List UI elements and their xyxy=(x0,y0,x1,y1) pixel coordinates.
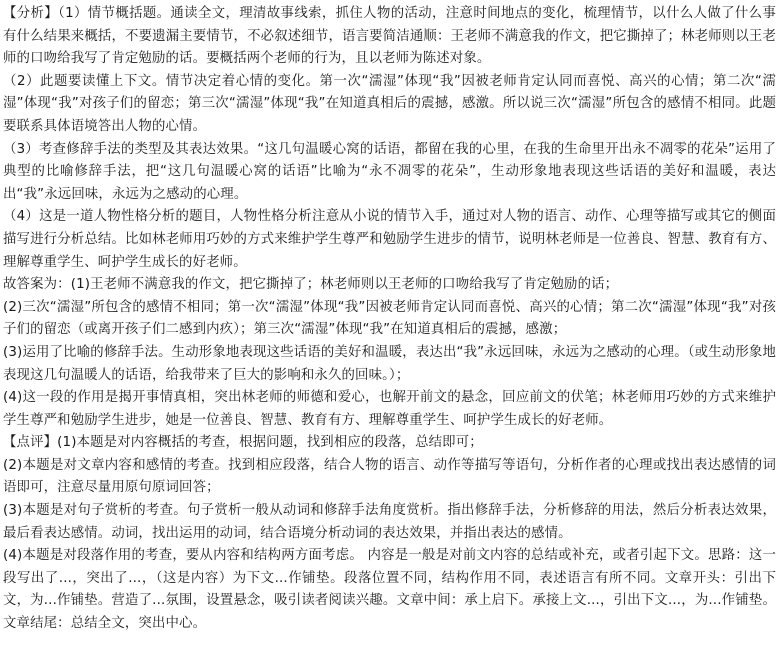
answer-paragraph-4: (4)这一段的作用是揭开事情真相，突出林老师的师德和爱心，也解开前文的悬念，回应前文的伏笔；林老师用巧妙的方式来维护学生尊严和勉励学生进步，她是一位善良、智慧、教育有方、理解尊重学生、呵护学生成长的好老师。 xyxy=(3,390,776,428)
comment-paragraph-2: (2)本题是对文章内容和感情的考查。找到相应段落，结合人物的语言、动作等描写等语句，分析作者的心理或找出表达感情的词语即可，注意尽量用原句原词回答； xyxy=(3,457,776,496)
comment-paragraph-4: (4)本题是对段落作用的考查，要从内容和结构两方面考虑。 内容是一般是对前文内容的总结或补充，或者引起下文。思路：这一段写出了...，突出了...，（这是内容）为下文...作铺垫。段落位置不同，结构作用不同，表述语言有所不同。文章开头：引出下文，为...作铺垫。营造了...氛围，设置悬念，吸引读者阅读兴趣。文章中间：承上启下。承接上文...，引出下文...，为...作铺垫。文章结尾：总结全文，突出中心。 xyxy=(3,548,776,632)
analysis-paragraph-2: （2）此题要读懂上下文。情节决定着心情的变化。第一次“濡湿”体现“我”因被老师肯定认同而喜悦、高兴的心情；第二次“濡湿”体现“我”对孩子们的留恋；第三次“濡湿”体现“我”在知道真相后的震撼，感激。所以说三次“濡湿”所包含的感情不相同。此题要联系具体语境答出人物的心情。 xyxy=(3,73,776,134)
answer-paragraph-3: (3)运用了比喻的修辞手法。生动形象地表现这些话语的美好和温暖，表达出“我”永远回味，永远为之感动的心理。（或生动形象地表现这几句温暖人的话语，给我带来了巨大的影响和永久的回味。）； xyxy=(3,344,776,383)
analysis-paragraph-4: （4）这是一道人物性格分析的题目，人物性格分析注意从小说的情节入手，通过对人物的语言、动作、心理等描写或其它的侧面描写进行分析总结。比如林老师用巧妙的方式来维护学生尊严和勉励学生进步的情节，说明林老师是一位善良、智慧、教育有方、理解尊重学生、呵护学生成长的好老师。 xyxy=(3,209,776,270)
answer-paragraph-1: 故答案为：(1)王老师不满意我的作文，把它撕掉了；林老师则以王老师的口吻给我写了肯定勉励的话； xyxy=(3,277,619,293)
comment-paragraph-1: 【点评】(1)本题是对内容概括的考查，根据问题，找到相应的段落，总结即可； xyxy=(3,435,483,451)
analysis-paragraph-1: 【分析】（1）情节概括题。通读全文，理清故事线索，抓住人物的活动，注意时间地点的变化，梳理情节，以什么人做了什么事有什么结果来概括，不要遗漏主要情节，不必叙述细节，语言要简洁通顺：王老师不满意我的作文，把它撕掉了；林老师则以王老师的口吻给我写了肯定勉励的话。要概括两个老师的行为，且以老师为陈述对象。 xyxy=(3,6,776,67)
comment-paragraph-3: (3)本题是对句子赏析的考查。句子赏析一般从动词和修辞手法角度赏析。指出修辞手法，分析修辞的用法，然后分析表达效果，最后看表达感情。动词，找出运用的动词，结合语境分析动词的表达效果，并指出表达的感情。 xyxy=(3,503,776,541)
answer-paragraph-2: (2)三次“濡湿”所包含的感情不相同；第一次“濡湿”体现“我”因被老师肯定认同而喜悦、高兴的心情；第二次“濡湿”体现“我”对孩子们的留恋（或离开孩子们二感到内疚）；第三次“濡湿”体现“我”在知道真相后的震撼，感激； xyxy=(3,299,776,338)
analysis-paragraph-3: （3）考查修辞手法的类型及其表达效果。“这几句温暖心窝的话语，都留在我的心里，在我的生命里开出永不凋零的花朵”运用了典型的比喻修辞手法，把“这几句温暖心窝的话语”比喻为“永不凋零的花朵”，生动形象地表现这些话语的美好和温暖，表达出“我”永远回味，永远为之感动的心理。 xyxy=(3,141,776,202)
